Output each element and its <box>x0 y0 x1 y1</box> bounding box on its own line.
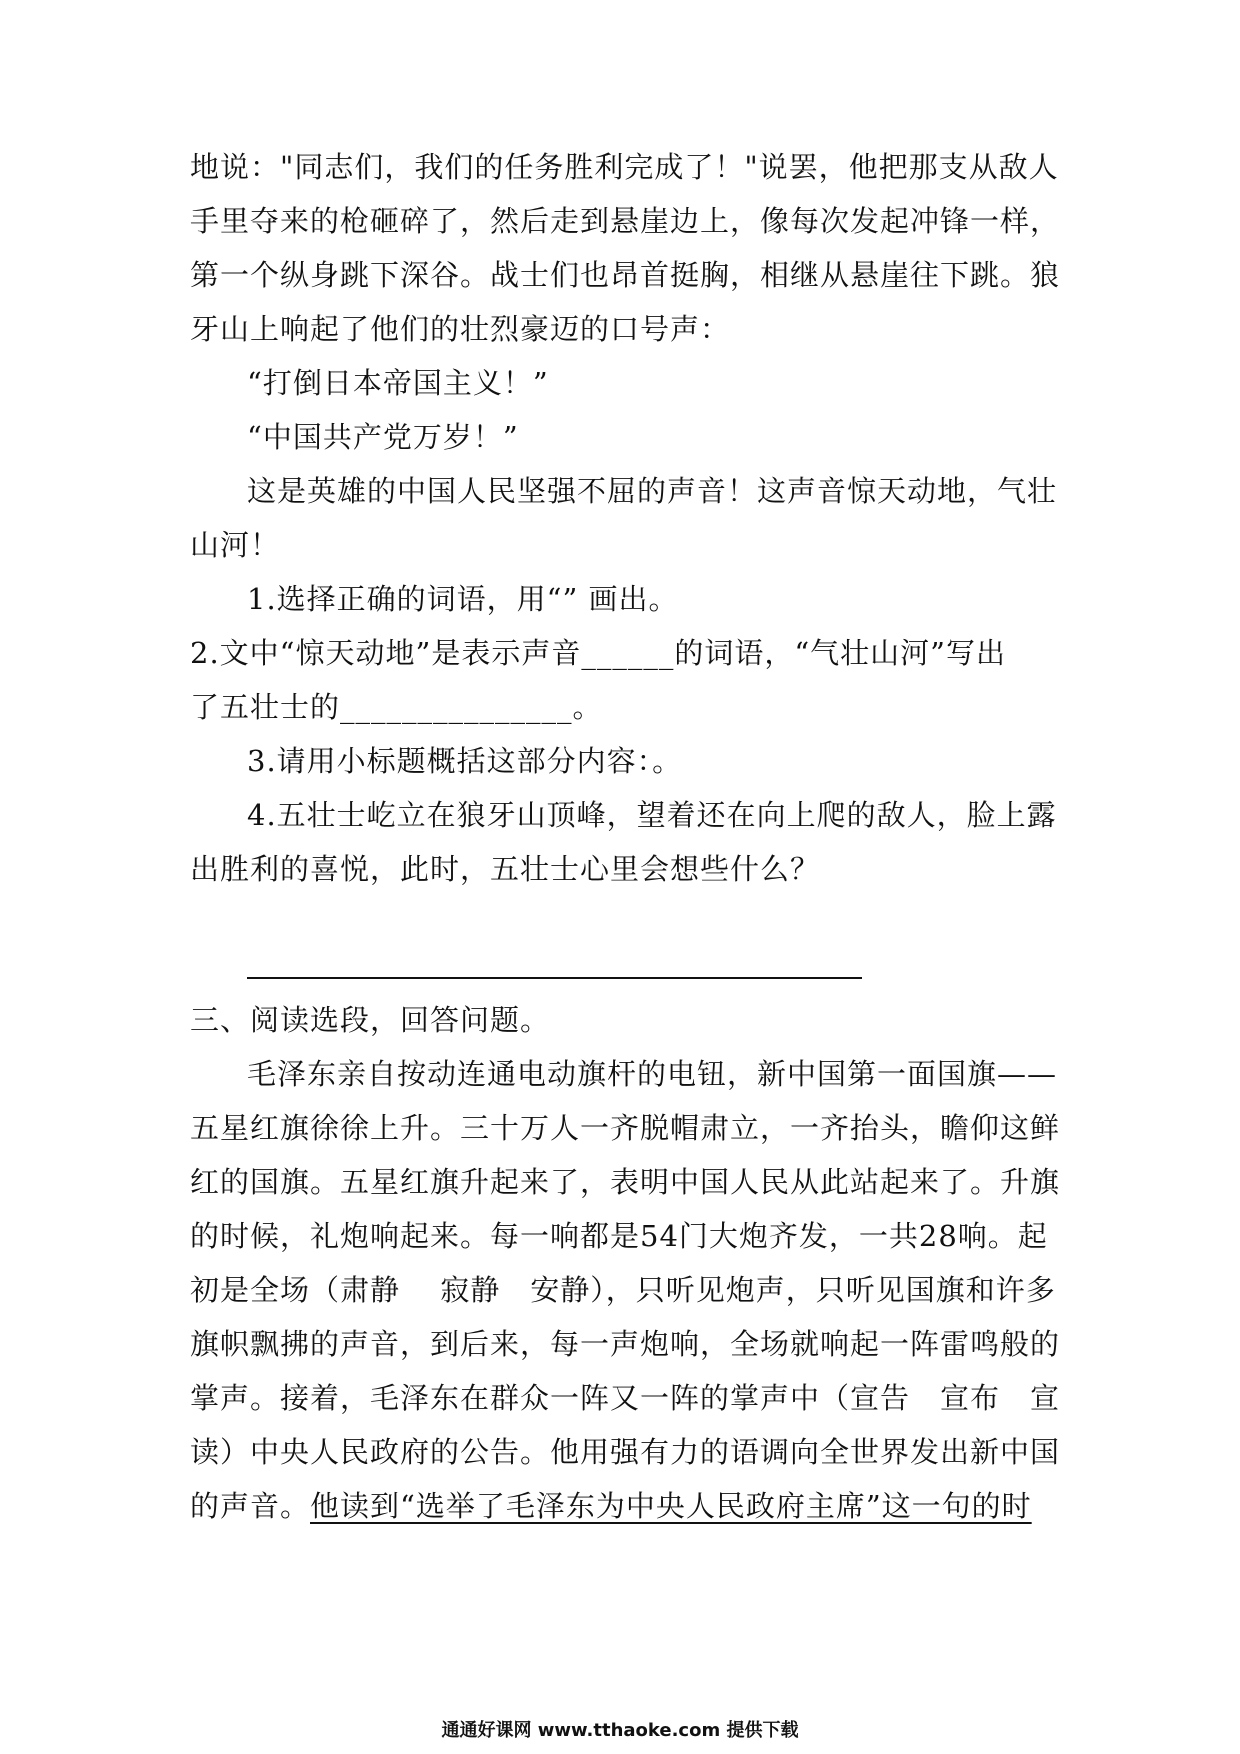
passage-line: 牙山上响起了他们的壮烈豪迈的口号声： <box>190 312 731 346</box>
section-3-heading: 三、阅读选段，回答问题。 <box>190 1003 551 1037</box>
passage-line: 地说："同志们，我们的任务胜利完成了！"说罢，他把那支从敌人 <box>190 150 1059 184</box>
question-1: 1.选择正确的词语，用“” 画出。 <box>247 582 679 616</box>
passage-line: “打倒日本帝国主义！” <box>247 366 549 400</box>
footer-credit: 通通好课网 www.tthaoke.com 提供下载 <box>441 1720 799 1741</box>
question-4-line-1: 4.五壮士屹立在狼牙山顶峰，望着还在向上爬的敌人，脸上露 <box>247 798 1057 832</box>
question-4-line-2: 出胜利的喜悦，此时，五壮士心里会想些什么？ <box>190 852 821 886</box>
answer-line <box>247 977 862 979</box>
passage-line: “中国共产党万岁！” <box>247 420 519 454</box>
underlined-sentence: 他读到“选举了毛泽东为中央人民政府主席”这一句的时 <box>310 1489 1032 1523</box>
section-3-last-line <box>190 1486 1032 1526</box>
section-3-line: 的时候，礼炮响起来。每一响都是54门大炮齐发，一共28响。起 <box>190 1219 1048 1253</box>
question-2-line-2: 了五壮士的_______________。 <box>190 690 603 724</box>
section-3-line: 红的国旗。五星红旗升起来了，表明中国人民从此站起来了。升旗 <box>190 1165 1061 1199</box>
passage-line: 山河！ <box>190 528 281 562</box>
section-3-line: 旗帜飘拂的声音，到后来，每一声炮响，全场就响起一阵雷鸣般的 <box>190 1327 1061 1361</box>
section-3-line: 初是全场（肃静 寂静 安静），只听见炮声，只听见国旗和许多 <box>190 1273 1056 1307</box>
passage-line: 手里夺来的枪砸碎了，然后走到悬崖边上，像每次发起冲锋一样， <box>190 204 1061 238</box>
question-2-line-1: 2.文中“惊天动地”是表示声音______的词语，“气壮山河”写出 <box>190 636 1006 670</box>
section-3-line: 五星红旗徐徐上升。三十万人一齐脱帽肃立，一齐抬头，瞻仰这鲜 <box>190 1111 1061 1145</box>
section-3-line: 读）中央人民政府的公告。他用强有力的语调向全世界发出新中国 <box>190 1435 1061 1469</box>
section-3-line: 掌声。接着，毛泽东在群众一阵又一阵的掌声中（宣告 宣布 宣 <box>190 1381 1061 1415</box>
section-3-last-plain: 的声音。 <box>190 1489 311 1523</box>
question-3: 3.请用小标题概括这部分内容：。 <box>247 744 683 778</box>
passage-line: 这是英雄的中国人民坚强不屈的声音！这声音惊天动地，气壮 <box>247 474 1058 508</box>
passage-line: 第一个纵身跳下深谷。战士们也昂首挺胸，相继从悬崖往下跳。狼 <box>190 258 1061 292</box>
section-3-line: 毛泽东亲自按动连通电动旗杆的电钮，新中国第一面国旗—— <box>247 1057 1058 1091</box>
